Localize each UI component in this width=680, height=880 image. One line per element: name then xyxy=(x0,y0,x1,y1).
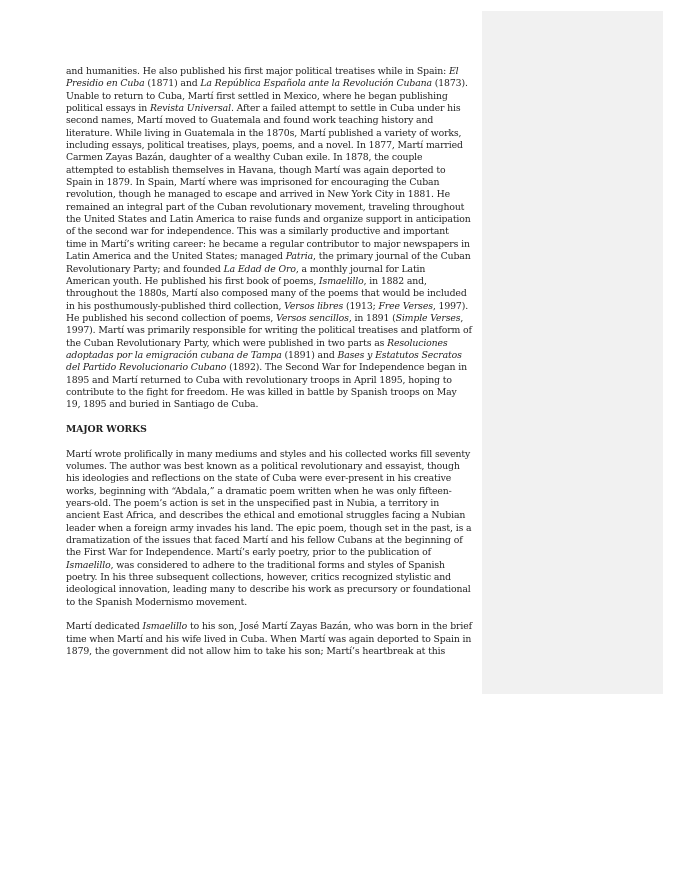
italic-title-run: Revista Universal xyxy=(149,103,231,115)
italic-title-run: Versos libres xyxy=(284,300,344,312)
italic-title-run: Simple Verses xyxy=(395,312,461,324)
italic-title-run: Ismaelillo xyxy=(142,621,188,633)
text-run: . After a failed attempt to settle in Cuba under his second names, Martí moved to Guatemala and found work teaching history and literature. While living in Guatemala in the 1870s, Martí published a variety of works, including essays, political treatises, plays, poems, and a novel. In 1877, Martí married Carmen Zayas Bazán, daughter of a wealthy Cuban exile. In 1878, the couple attempted to establish themselves in Havana, though Martí was again deported to Spain in 1879. In Spain, Martí where was imprisoned for encouraging the Cuban revolution, though he managed to escape and arrived in New York City in 1881. He remained an integral part of the Cuban revolutionary movement, traveling throughout the United States and Latin America to raise funds and organize support in anticipation of the second war for independence. This was a similarly productive and important time in Martí’s writing career: he became a regular contributor to major newspapers in Latin America and the United States; managed xyxy=(66,103,471,263)
text-run: , in 1882 and, throughout the 1880s, Martí also composed many of the poems that would be included in his posthumously-published third collection, xyxy=(66,275,467,312)
text-run: , the primary journal of the Cuban Revolutionary Party; and founded xyxy=(66,251,471,275)
text-run: Martí dedicated xyxy=(66,621,143,633)
biography-paragraph xyxy=(66,66,472,412)
italic-title-run: Free Verses xyxy=(378,300,433,312)
text-run: (1892). The Second War for Independence began in 1895 and Martí returned to Cuba with revolutionary troops in April 1895, hoping to contribute to the fight for freedom. He was killed in battle by Spanish troops on May 19, 1895 and buried in Santiago de Cuba. xyxy=(66,362,467,411)
document-body xyxy=(66,66,472,659)
text-run: and humanities. He also published his first major political treatises while in Spain: xyxy=(66,66,449,77)
text-run: Martí wrote prolifically in many mediums and styles and his collected works fill seventy volumes. The author was best known as a political revolutionary and essayist, though his ideologies and reflections on the state of Cuba were ever-present in his creative works, beginning with “Abdala,” a dramatic poem written when he was only fifteen-years-old. The poem’s action is set in the unspecified past in Nubia, a territory in ancient East Africa, and describes the ethical and emotional struggles facing a Nubian leader when a foreign army invades his land. The epic poem, though set in the past, is a dramatization of the issues that faced Martí and his fellow Cubans at the beginning of the First War for Independence. Martí’s early poetry, prior to the publication of xyxy=(66,448,472,559)
text-run: , was considered to adhere to the traditional forms and styles of Spanish poetry. In his three subsequent collections, however, critics recognized stylistic and ideological innovation, leading many to describe his work as precursory or foundational to the Spanish Modernismo movement. xyxy=(66,559,471,608)
text-run: (1871) and xyxy=(144,78,201,90)
dedication-paragraph xyxy=(66,621,472,658)
italic-title-run: El Presidio en Cuba xyxy=(66,66,459,90)
section-heading-major-works: MAJOR WORKS xyxy=(66,423,147,435)
italic-title-run: Ismaelillo xyxy=(66,559,111,571)
italic-title-run: Bases y Estatutos Secratos del Partido Revolucionario Cubano xyxy=(66,349,462,374)
italic-title-run: Patria xyxy=(285,251,314,263)
italic-title-run: La República Española ante la Revolución Cubana xyxy=(200,78,432,90)
text-run: , 1997). He published his second collection of poems, xyxy=(66,300,469,324)
text-run: (1891) and xyxy=(281,349,338,361)
major-works-paragraph xyxy=(66,449,472,609)
text-run: , a monthly journal for Latin American youth. He published his first book of poems, xyxy=(66,263,426,287)
italic-title-run: La Edad de Oro xyxy=(223,263,296,275)
comment-margin-pane xyxy=(482,11,663,694)
italic-title-run: Ismaelillo xyxy=(318,275,364,287)
italic-title-run: Resoluciones adoptadas por la emigración cubana de Tampa xyxy=(66,337,448,361)
text-run: to his son, José Martí Zayas Bazán, who was born in the brief time when Martí and his wife lived in Cuba. When Martí was again deported to Spain in 1879, the government did not allow him to take his son; Martí’s heartbreak at this xyxy=(66,621,472,658)
italic-title-run: Versos sencillos xyxy=(276,312,349,324)
text-run: , in 1891 ( xyxy=(348,312,396,324)
text-run: (1873). Unable to return to Cuba, Martí first settled in Mexico, where he began publishing political essays in xyxy=(66,78,468,115)
text-run: (1913; xyxy=(343,300,379,312)
text-run: , 1997). Martí was primarily responsible for writing the political treatises and platform of the Cuban Revolutionary Party, which were published in two parts as xyxy=(66,312,472,349)
